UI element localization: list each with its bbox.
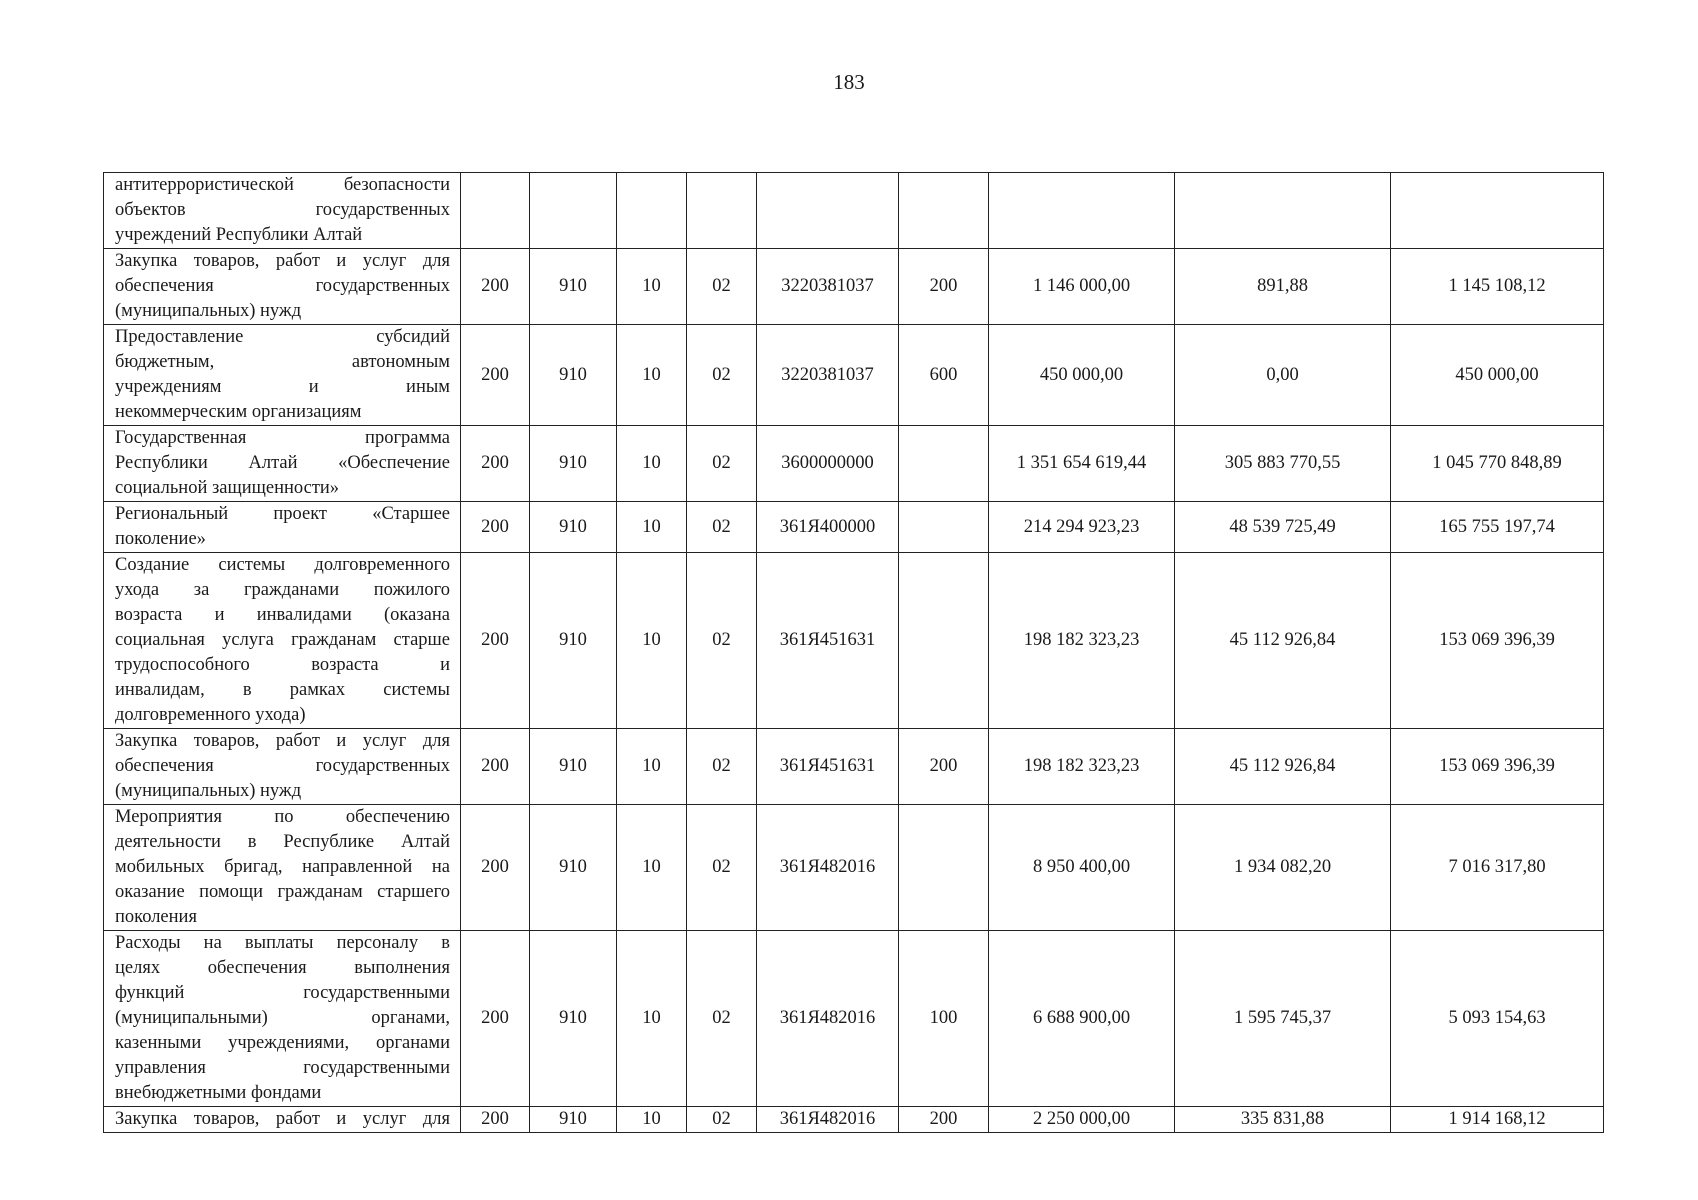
table-row [104, 502, 1604, 553]
description-line: объектов государственных [115, 200, 450, 220]
admin-code-cell: 200 [461, 729, 530, 805]
description-line: поколение» [115, 529, 206, 549]
table-row [104, 729, 1604, 805]
description-cell [104, 805, 461, 931]
description-cell [104, 249, 461, 325]
executed-amount-cell: 45 112 926,84 [1175, 553, 1391, 729]
subsection-cell: 02 [687, 1107, 757, 1133]
ministry-code-cell: 910 [530, 502, 617, 553]
remaining-amount-cell: 450 000,00 [1391, 325, 1604, 426]
ministry-code-cell: 910 [530, 553, 617, 729]
table-body [104, 173, 1604, 1133]
description-line: деятельности в Республике Алтай [115, 832, 450, 852]
section-cell: 10 [617, 805, 687, 931]
description-line: трудоспособного возраста и [115, 655, 450, 675]
expense-type-cell: 200 [899, 1107, 989, 1133]
target-article-cell: 3220381037 [757, 325, 899, 426]
description-cell [104, 325, 461, 426]
subsection-cell: 02 [687, 729, 757, 805]
table-row [104, 249, 1604, 325]
description-line: оказание помощи гражданам старшего [115, 882, 450, 902]
description-line: обеспечения государственных [115, 756, 450, 776]
planned-amount-cell: 214 294 923,23 [989, 502, 1175, 553]
remaining-amount-cell: 153 069 396,39 [1391, 729, 1604, 805]
planned-amount-cell [989, 173, 1175, 249]
description-line: казенными учреждениями, органами [115, 1033, 450, 1053]
ministry-code-cell: 910 [530, 325, 617, 426]
remaining-amount-cell: 5 093 154,63 [1391, 931, 1604, 1107]
remaining-amount-cell: 153 069 396,39 [1391, 553, 1604, 729]
ministry-code-cell: 910 [530, 426, 617, 502]
ministry-code-cell: 910 [530, 729, 617, 805]
target-article-cell: 361Я400000 [757, 502, 899, 553]
description-cell [104, 426, 461, 502]
target-article-cell: 3220381037 [757, 249, 899, 325]
budget-table [103, 172, 1604, 1133]
section-cell: 10 [617, 249, 687, 325]
description-line: социальная услуга гражданам старше [115, 630, 450, 650]
page-number: 183 [833, 70, 865, 94]
table-row [104, 426, 1604, 502]
admin-code-cell: 200 [461, 502, 530, 553]
section-cell: 10 [617, 502, 687, 553]
section-cell: 10 [617, 325, 687, 426]
admin-code-cell: 200 [461, 325, 530, 426]
description-line: Закупка товаров, работ и услуг для [115, 1109, 450, 1129]
description-line: мобильных бригад, направленной на [115, 857, 450, 877]
planned-amount-cell: 198 182 323,23 [989, 729, 1175, 805]
description-cell [104, 1107, 461, 1133]
description-line: долговременного ухода) [115, 705, 306, 725]
expense-type-cell [899, 805, 989, 931]
table-row [104, 805, 1604, 931]
planned-amount-cell: 450 000,00 [989, 325, 1175, 426]
expense-type-cell [899, 553, 989, 729]
admin-code-cell: 200 [461, 426, 530, 502]
description-line: бюджетным, автономным [115, 352, 450, 372]
remaining-amount-cell: 1 045 770 848,89 [1391, 426, 1604, 502]
remaining-amount-cell: 7 016 317,80 [1391, 805, 1604, 931]
subsection-cell: 02 [687, 325, 757, 426]
description-line: поколения [115, 907, 197, 927]
subsection-cell: 02 [687, 426, 757, 502]
remaining-amount-cell [1391, 173, 1604, 249]
expense-type-cell: 600 [899, 325, 989, 426]
section-cell: 10 [617, 1107, 687, 1133]
description-line: учреждений Республики Алтай [115, 225, 363, 245]
table-row [104, 173, 1604, 249]
planned-amount-cell: 6 688 900,00 [989, 931, 1175, 1107]
subsection-cell: 02 [687, 805, 757, 931]
description-line: антитеррористической безопасности [115, 175, 450, 195]
description-cell [104, 729, 461, 805]
section-cell: 10 [617, 553, 687, 729]
executed-amount-cell: 45 112 926,84 [1175, 729, 1391, 805]
admin-code-cell [461, 173, 530, 249]
description-line: социальной защищенности» [115, 478, 340, 498]
planned-amount-cell: 2 250 000,00 [989, 1107, 1175, 1133]
description-line: Расходы на выплаты персоналу в [115, 933, 450, 953]
description-line: возраста и инвалидами (оказана [115, 605, 450, 625]
description-line: Региональный проект «Старшее [115, 504, 450, 524]
target-article-cell: 361Я451631 [757, 729, 899, 805]
description-line: управления государственными [115, 1058, 450, 1078]
section-cell: 10 [617, 931, 687, 1107]
description-line: Закупка товаров, работ и услуг для [115, 251, 450, 271]
ministry-code-cell: 910 [530, 1107, 617, 1133]
description-line: Республики Алтай «Обеспечение [115, 453, 450, 473]
description-line: (муниципальных) нужд [115, 301, 302, 321]
description-line: Мероприятия по обеспечению [115, 807, 450, 827]
subsection-cell: 02 [687, 931, 757, 1107]
description-line: целях обеспечения выполнения [115, 958, 450, 978]
description-line: учреждениям и иным [115, 377, 450, 397]
ministry-code-cell: 910 [530, 931, 617, 1107]
subsection-cell [687, 173, 757, 249]
subsection-cell: 02 [687, 502, 757, 553]
ministry-code-cell: 910 [530, 249, 617, 325]
description-cell [104, 553, 461, 729]
description-line: Предоставление субсидий [115, 327, 450, 347]
expense-type-cell [899, 173, 989, 249]
expense-type-cell: 100 [899, 931, 989, 1107]
executed-amount-cell: 1 595 745,37 [1175, 931, 1391, 1107]
planned-amount-cell: 198 182 323,23 [989, 553, 1175, 729]
executed-amount-cell: 305 883 770,55 [1175, 426, 1391, 502]
admin-code-cell: 200 [461, 553, 530, 729]
target-article-cell [757, 173, 899, 249]
description-line: (муниципальных) нужд [115, 781, 302, 801]
description-line: некоммерческим организациям [115, 402, 362, 422]
admin-code-cell: 200 [461, 1107, 530, 1133]
target-article-cell: 361Я482016 [757, 1107, 899, 1133]
executed-amount-cell [1175, 173, 1391, 249]
executed-amount-cell: 48 539 725,49 [1175, 502, 1391, 553]
remaining-amount-cell: 1 914 168,12 [1391, 1107, 1604, 1133]
expense-type-cell: 200 [899, 249, 989, 325]
ministry-code-cell: 910 [530, 805, 617, 931]
expense-type-cell [899, 502, 989, 553]
admin-code-cell: 200 [461, 805, 530, 931]
description-line: Закупка товаров, работ и услуг для [115, 731, 450, 751]
planned-amount-cell: 1 351 654 619,44 [989, 426, 1175, 502]
table-row [104, 931, 1604, 1107]
remaining-amount-cell: 165 755 197,74 [1391, 502, 1604, 553]
target-article-cell: 361Я482016 [757, 931, 899, 1107]
description-cell [104, 502, 461, 553]
planned-amount-cell: 1 146 000,00 [989, 249, 1175, 325]
remaining-amount-cell: 1 145 108,12 [1391, 249, 1604, 325]
description-line: Создание системы долговременного [115, 555, 450, 575]
expense-type-cell [899, 426, 989, 502]
table-row [104, 325, 1604, 426]
description-cell [104, 931, 461, 1107]
executed-amount-cell: 1 934 082,20 [1175, 805, 1391, 931]
executed-amount-cell: 0,00 [1175, 325, 1391, 426]
target-article-cell: 361Я451631 [757, 553, 899, 729]
description-line: (муниципальными) органами, [115, 1008, 450, 1028]
table-row [104, 553, 1604, 729]
table-row [104, 1107, 1604, 1133]
description-line: обеспечения государственных [115, 276, 450, 296]
description-line: внебюджетными фондами [115, 1083, 322, 1103]
section-cell: 10 [617, 426, 687, 502]
subsection-cell: 02 [687, 249, 757, 325]
executed-amount-cell: 891,88 [1175, 249, 1391, 325]
subsection-cell: 02 [687, 553, 757, 729]
executed-amount-cell: 335 831,88 [1175, 1107, 1391, 1133]
expense-type-cell: 200 [899, 729, 989, 805]
planned-amount-cell: 8 950 400,00 [989, 805, 1175, 931]
description-line: Государственная программа [115, 428, 450, 448]
admin-code-cell: 200 [461, 249, 530, 325]
section-cell [617, 173, 687, 249]
description-line: ухода за гражданами пожилого [115, 580, 450, 600]
description-line: инвалидам, в рамках системы [115, 680, 450, 700]
section-cell: 10 [617, 729, 687, 805]
admin-code-cell: 200 [461, 931, 530, 1107]
target-article-cell: 3600000000 [757, 426, 899, 502]
description-line: функций государственными [115, 983, 450, 1003]
description-cell [104, 173, 461, 249]
target-article-cell: 361Я482016 [757, 805, 899, 931]
ministry-code-cell [530, 173, 617, 249]
